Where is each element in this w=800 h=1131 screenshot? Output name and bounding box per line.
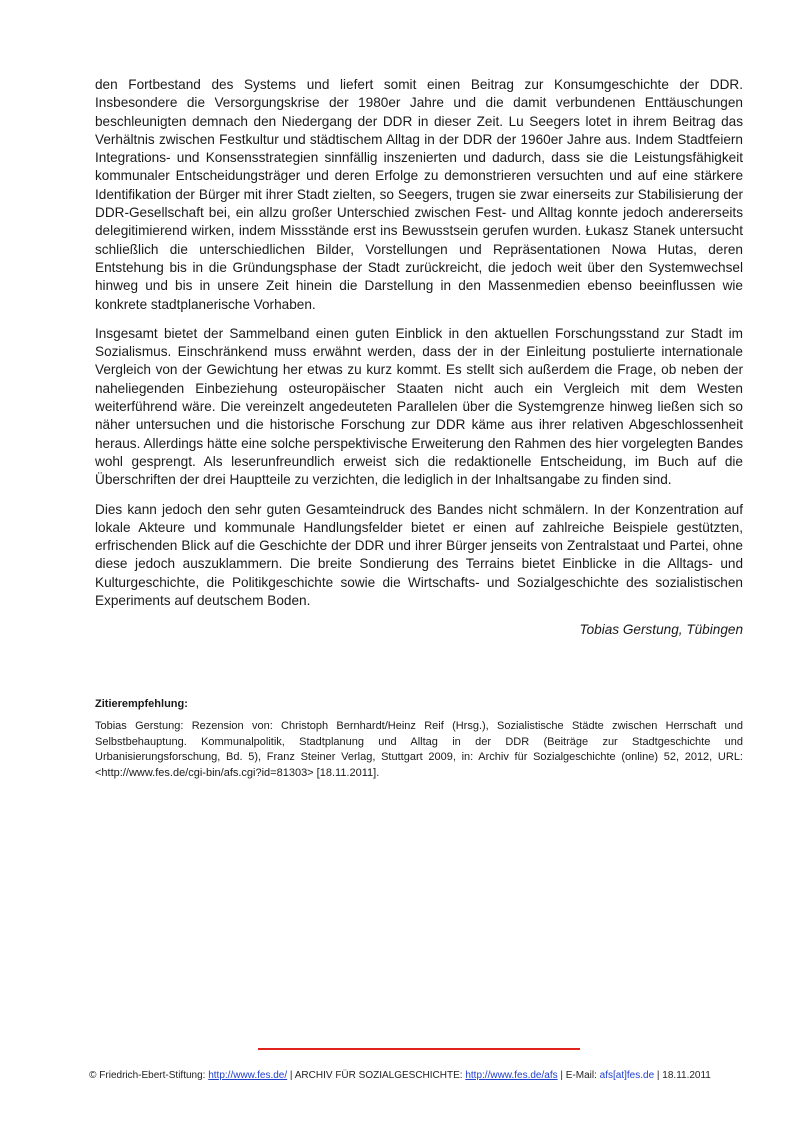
fes-link[interactable]: http://www.fes.de/ — [208, 1070, 288, 1081]
review-body — [95, 76, 743, 640]
footer-divider — [258, 1048, 580, 1050]
page-footer — [0, 1070, 800, 1081]
afs-link[interactable]: http://www.fes.de/afs — [465, 1070, 558, 1081]
body-paragraph: den Fortbestand des Systems und liefert somit einen Beitrag zur Konsumgeschichte der DDR. Insbesondere die Versorgungskrise der 1980er Jahre und die damit verbundenen Enttäuschungen beschleunigten demnach den Niedergang der DDR in dieser Zeit. Lu Seegers lotet in ihrem Beitrag das Verhältnis zwischen Festkultur und städtischem Alltag in der DDR der 1960er Jahre aus. Indem Stadtfeiern Integrations- und Konsensstrategien sinnfällig inszenierten und dadurch, dass sie die Leistungsfähigkeit kommunaler Entscheidungsträger und deren Erfolge zu demonstrieren versuchten und auf eine stärkere Identifikation der Bürger mit ihrer Stadt zielten, so Seegers, trugen sie zwar einerseits zur Stabilisierung der DDR-Gesellschaft bei, ein allzu großer Unterschied zwischen Fest- und Alltag konnte jedoch andererseits delegitimierend wirken, indem Missstände erst ins Bewusstsein gerufen wurden. Łukasz Stanek untersucht schließlich die unterschiedlichen Bilder, Vorstellungen und Repräsentationen Nowa Hutas, deren Entstehung bis in die Gründungsphase der Stadt zurückreicht, die jedoch weit über den Systemwechsel hinweg und bis in unsere Zeit hinein die Darstellung in den Massenmedien ebenso beeinflussen wie konkrete stadtplanerische Vorhaben. — [95, 77, 743, 312]
body-paragraph: Dies kann jedoch den sehr guten Gesamteindruck des Bandes nicht schmälern. In der Konzentration auf lokale Akteure und kommunale Handlungsfelder bietet er einen auf zahlreiche Beispiele gestützten, erfrischenden Blick auf die Geschichte der DDR und ihrer Bürger jenseits von Zentralstaat und Partei, ohne diese jedoch auszuklammern. Die breite Sondierung des Terrains bietet Einblicke in die Alltags- und Kulturgeschichte, die Politikgeschichte sowie die Wirtschafts- und Sozialgeschichte des sozialistischen Experiments auf deutschem Boden. — [95, 501, 743, 609]
citation-block — [95, 698, 743, 781]
footer-archive-label: | ARCHIV FÜR SOZIALGESCHICHTE: — [287, 1070, 466, 1081]
body-paragraph: Insgesamt bietet der Sammelband einen guten Einblick in den aktuellen Forschungsstand zur Stadt im Sozialismus. Einschränkend muss erwähnt werden, dass der in der Einleitung postulierte internationale Vergleich von der Gewichtung her etwas zu kurz kommt. Es stellt sich außerdem die Frage, ob neben der naheliegenden Einbeziehung osteuropäischer Staaten nicht auch ein Vergleich mit dem Westen weiterführend wäre. Die vereinzelt angedeuteten Parallelen über die Systemgrenze hinweg ließen sich so näher untersuchen und die historische Forschung zur DDR käme aus ihrer relativen Abgeschlossenheit heraus. Allerdings hätte eine solche perspektivische Erweiterung den Rahmen des hier vorgelegten Bandes wohl gesprengt. Als leserunfreundlich erweist sich die redaktionelle Entscheidung, im Buch auf die Überschriften der drei Hauptteile zu verzichten, die lediglich in der Inhaltsangabe zu finden sind. — [95, 325, 743, 488]
footer-email-label: | E-Mail: — [557, 1070, 600, 1081]
citation-text: Tobias Gerstung: Rezension von: Christoph Bernhardt/Heinz Reif (Hrsg.), Sozialistische Städte zwischen Herrschaft und Selbstbehauptung. Kommunalpolitik, Stadtplanung und Alltag in der DDR (Beiträge zur Stadtgeschichte und Urbanisierungsforschung, Bd. 5), Franz Steiner Verlag, Stuttgart 2009, in: Archiv für Sozialgeschichte (online) 52, 2012, URL: <http://www.fes.de/cgi-bin/afs.cgi?id=81303> [18.11.2011]. — [95, 720, 743, 779]
footer-email[interactable]: afs[at]fes.de — [599, 1070, 655, 1081]
citation-heading: Zitierempfehlung: — [95, 698, 188, 710]
author-signature: Tobias Gerstung, Tübingen — [579, 622, 743, 638]
footer-date: | 18.11.2011 — [654, 1070, 711, 1081]
footer-copyright: © Friedrich-Ebert-Stiftung: — [89, 1070, 209, 1081]
